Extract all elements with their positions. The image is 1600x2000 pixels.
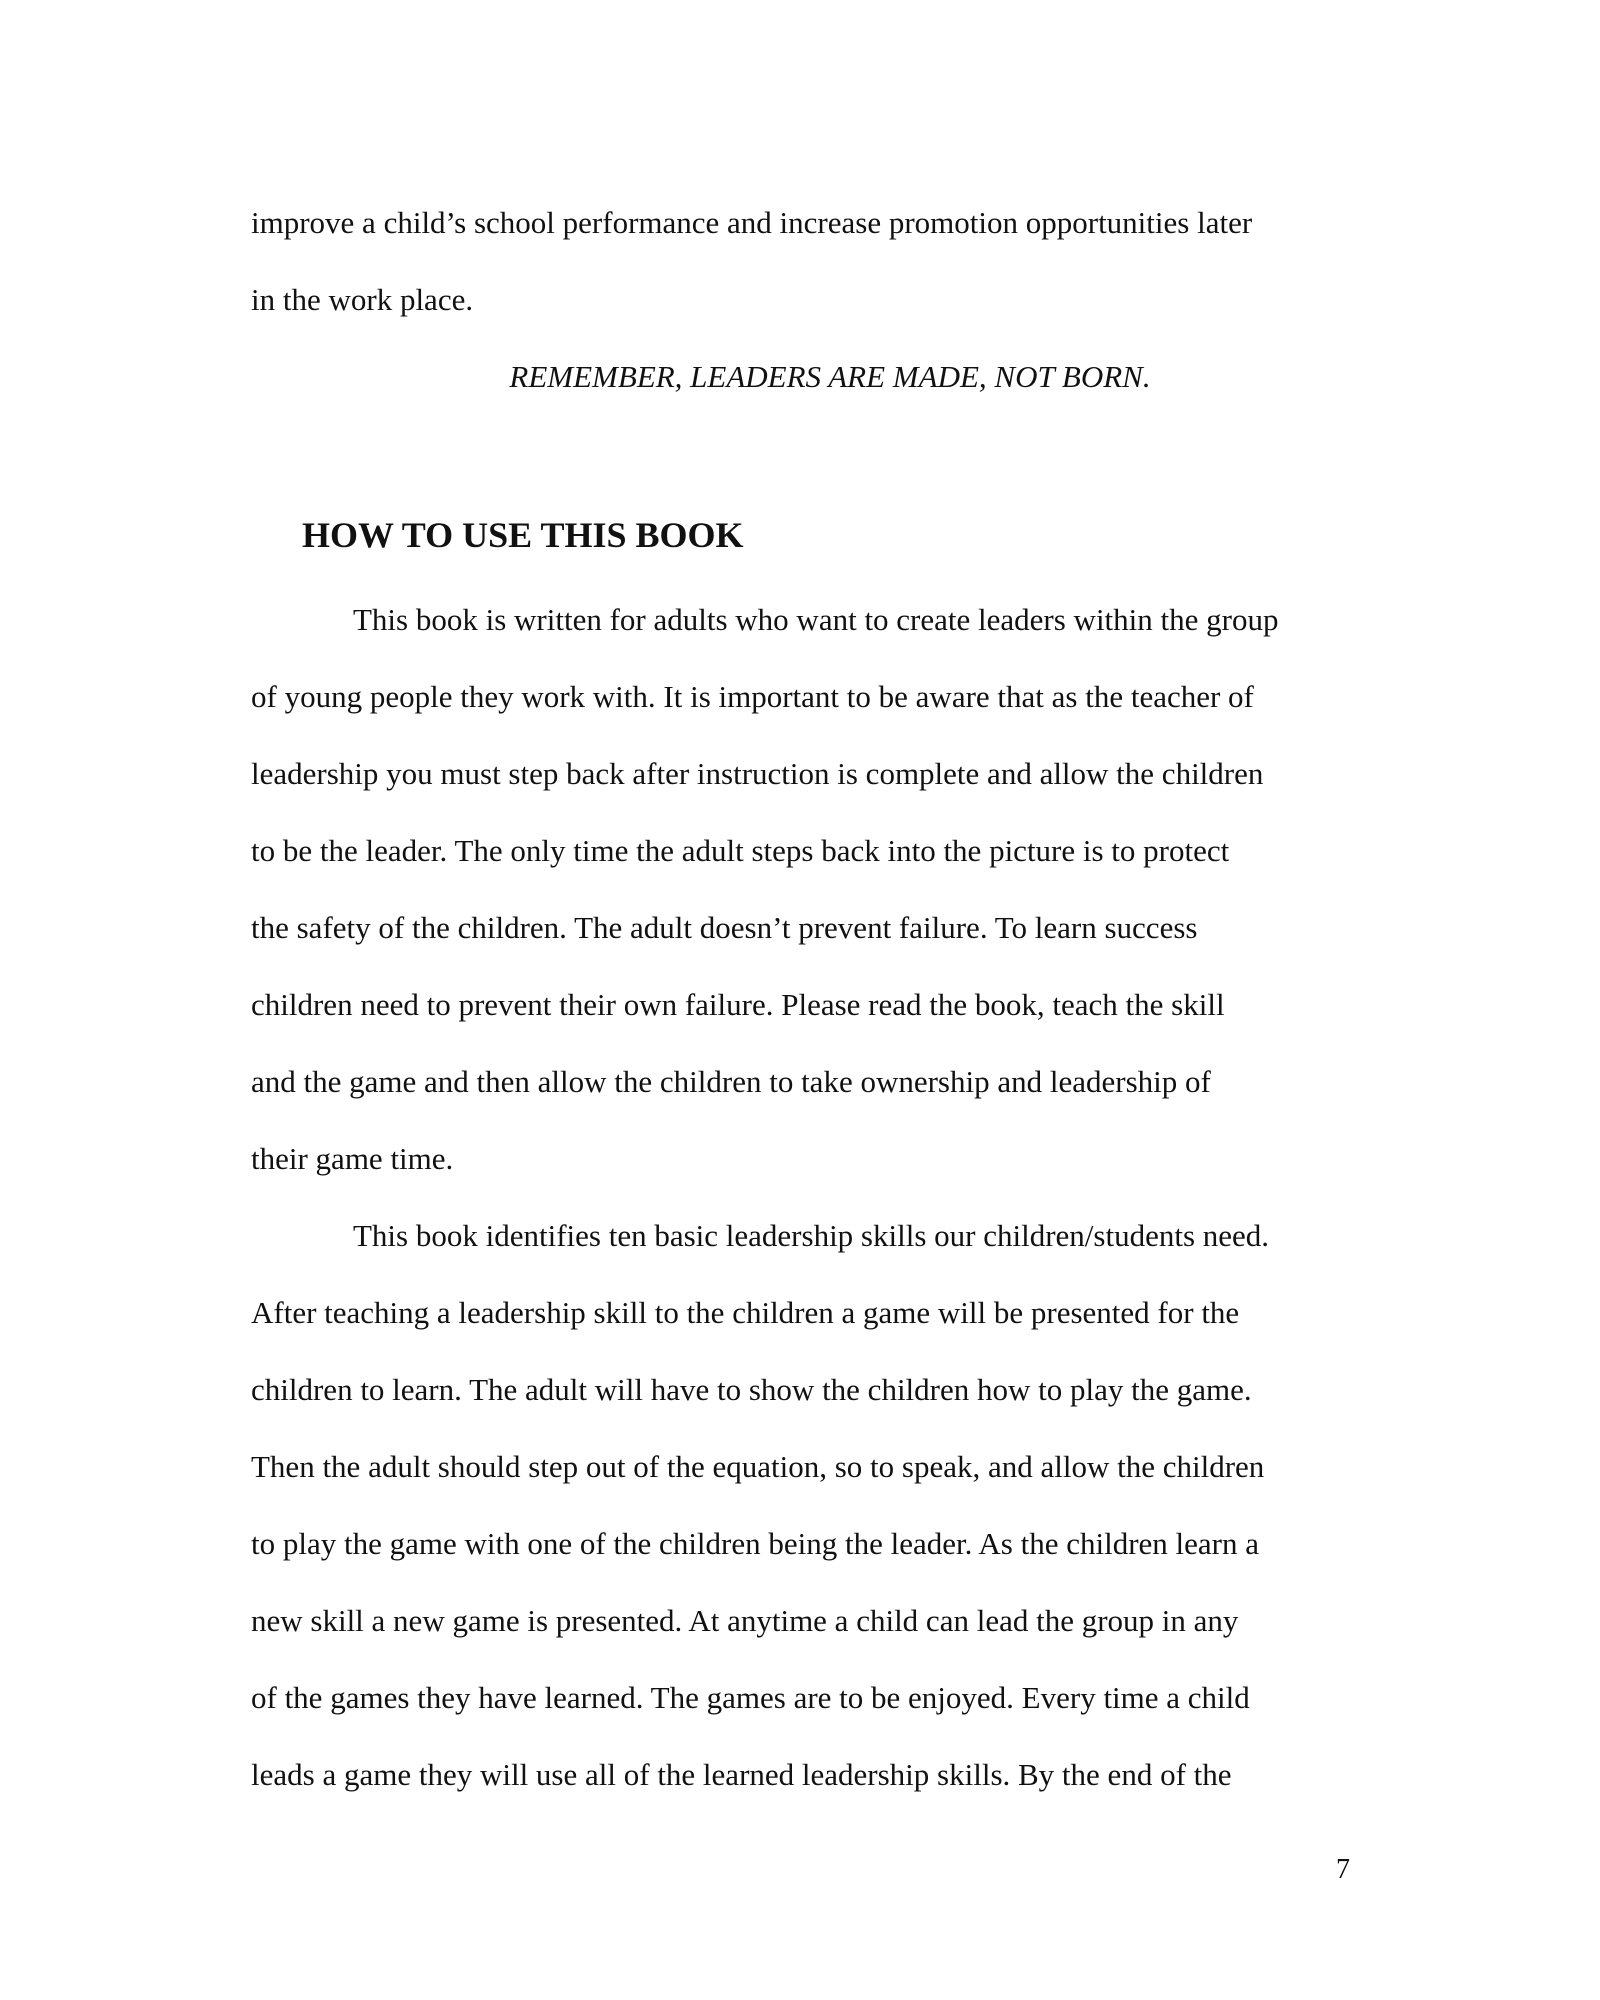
- paragraph1-line-1: This book is written for adults who want to create leaders within the group: [353, 602, 1279, 637]
- page-number: 7: [1336, 1854, 1350, 1885]
- intro-line-1: improve a child’s school performance and increase promotion opportunities later: [251, 205, 1253, 240]
- paragraph1-line-5: the safety of the children. The adult doesn’t prevent failure. To learn success: [251, 910, 1198, 945]
- paragraph1-line-2: of young people they work with. It is important to be aware that as the teacher of: [251, 679, 1254, 714]
- paragraph2-line-8: leads a game they will use all of the learned leadership skills. By the end of the: [251, 1757, 1232, 1792]
- paragraph1-line-3: leadership you must step back after instruction is complete and allow the children: [251, 756, 1264, 791]
- paragraph2-line-3: children to learn. The adult will have to show the children how to play the game.: [251, 1372, 1252, 1407]
- paragraph1-line-6: children need to prevent their own failure. Please read the book, teach the skill: [251, 987, 1225, 1022]
- motto: REMEMBER, LEADERS ARE MADE, NOT BORN.: [509, 359, 1151, 394]
- paragraph1-line-4: to be the leader. The only time the adult steps back into the picture is to protect: [251, 833, 1230, 868]
- paragraph2-line-4: Then the adult should step out of the equation, so to speak, and allow the children: [251, 1449, 1265, 1484]
- paragraph2-line-2: After teaching a leadership skill to the children a game will be presented for the: [251, 1295, 1240, 1330]
- paragraph2-line-7: of the games they have learned. The games are to be enjoyed. Every time a child: [251, 1680, 1250, 1715]
- section-heading: HOW TO USE THIS BOOK: [302, 515, 744, 555]
- paragraph2-line-1: This book identifies ten basic leadership skills our children/students need.: [353, 1218, 1270, 1253]
- paragraph2-line-5: to play the game with one of the children being the leader. As the children learn a: [251, 1526, 1260, 1561]
- intro-line-2: in the work place.: [251, 282, 474, 317]
- paragraph2-line-6: new skill a new game is presented. At anytime a child can lead the group in any: [251, 1603, 1239, 1638]
- paragraph1-line-7: and the game and then allow the children to take ownership and leadership of: [251, 1064, 1211, 1099]
- paragraph1-line-8: their game time.: [251, 1141, 454, 1176]
